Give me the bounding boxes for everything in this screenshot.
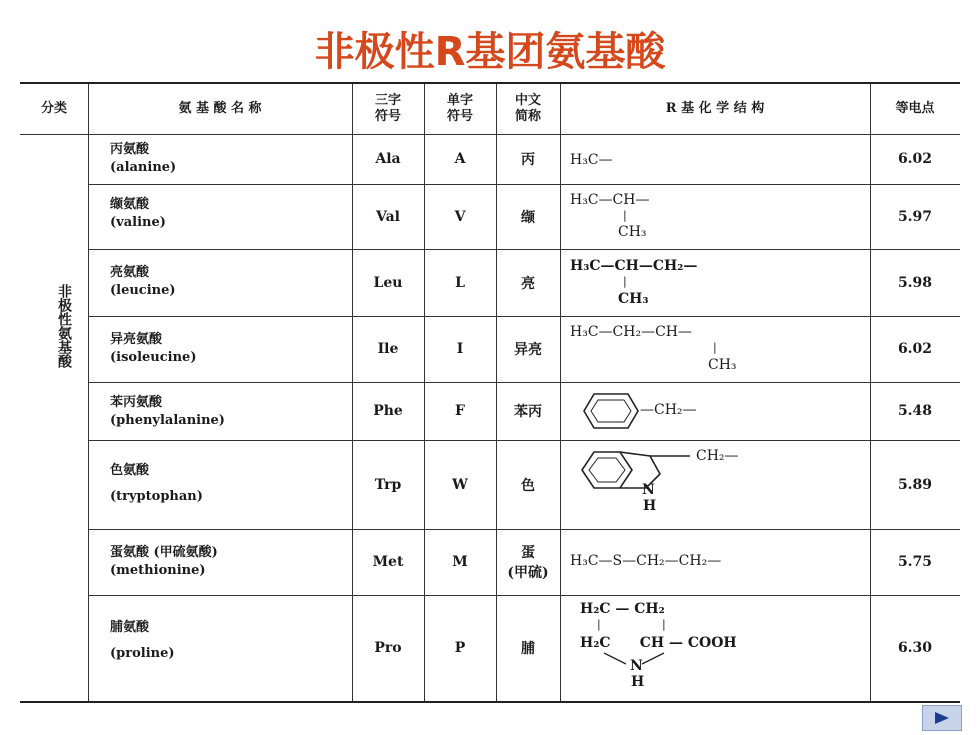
structure-formula: H₃C— [570, 152, 613, 168]
isoelectric-point: 6.02 [897, 341, 933, 357]
header-cn-line1: 中文 [514, 93, 541, 108]
isoelectric-point: 6.30 [897, 640, 933, 656]
chinese-abbr: 缬 [521, 209, 535, 226]
amino-acid-table [20, 82, 960, 703]
header-structure: R 基 化 学 结 构 [665, 101, 765, 116]
header-cn-line2: 简称 [514, 109, 541, 124]
structure-formula: H₃C—CH—CH₂— [570, 258, 698, 274]
three-letter-code: Met [372, 554, 404, 570]
page-title: 非极性R基团氨基酸 [314, 29, 666, 75]
bond-line: | [597, 618, 601, 631]
chinese-abbr [496, 529, 560, 595]
header-name: 氨 基 酸 名 称 [178, 101, 262, 116]
chinese-abbr-line1: 蛋 [521, 545, 535, 561]
isoelectric-point: 5.98 [897, 274, 933, 291]
structure-branch: CH₃ [708, 357, 737, 373]
table-row [110, 462, 203, 506]
indole-n: N [642, 482, 655, 498]
amino-acid-cn-name: 丙氨酸 [110, 142, 150, 157]
one-letter-code: W [452, 476, 468, 493]
amino-acid-cn-name: 亮氨酸 [110, 265, 150, 280]
amino-acid-cn-name: 脯氨酸 [110, 620, 150, 635]
amino-acid-en-name: (methionine) [110, 563, 206, 578]
three-letter-code: Ala [375, 151, 401, 167]
header-one-line2: 符号 [446, 109, 473, 124]
three-letter-code: Val [376, 208, 400, 225]
amino-acid-cn-name: 苯丙氨酸 [110, 395, 163, 410]
three-letter-code: Leu [373, 274, 403, 291]
chinese-abbr-line2: (甲硫) [507, 565, 549, 581]
category-label: 非极性氨基酸 [56, 284, 72, 368]
amino-acid-cn-name: 缬氨酸 [110, 197, 150, 212]
table-row [110, 264, 176, 300]
bond-line: | [623, 275, 627, 288]
structure-side: CH₂— [696, 448, 739, 464]
one-letter-code: V [454, 208, 466, 225]
bond-line: | [662, 618, 666, 631]
indole-h: H [643, 498, 657, 514]
benzene-ring-icon [582, 392, 640, 430]
amino-acid-cn-name: 蛋氨酸 (甲硫氨酸) [110, 545, 218, 560]
table-row [110, 331, 196, 367]
table-row [110, 196, 166, 232]
one-letter-code: L [455, 274, 465, 291]
proline-ring-mid: H₂C CH — COOH [580, 635, 737, 651]
isoelectric-point: 5.48 [897, 403, 933, 419]
header-chinese-abbr [496, 84, 560, 134]
chinese-abbr: 丙 [521, 152, 535, 168]
header-isoelectric-point: 等电点 [895, 101, 935, 116]
chinese-abbr: 色 [521, 477, 535, 494]
structure-formula: —CH₂— [640, 402, 697, 418]
isoelectric-point: 5.97 [897, 208, 933, 225]
table-row [110, 544, 218, 580]
three-letter-code: Phe [373, 403, 403, 419]
table-row [110, 394, 225, 430]
proline-ring-top: H₂C — CH₂ [580, 601, 665, 617]
header-one-line1: 单字 [446, 93, 473, 108]
indole-ring-icon [580, 446, 700, 496]
three-letter-code: Ile [377, 341, 399, 357]
structure-formula: H₃C—CH— [570, 192, 650, 208]
structure-branch: CH₃ [618, 224, 647, 240]
one-letter-code: P [454, 640, 466, 656]
amino-acid-en-name: (phenylalanine) [110, 413, 225, 428]
header-three-line1: 三字 [374, 93, 401, 108]
bond-line: | [623, 209, 627, 222]
header-three-line2: 符号 [374, 109, 401, 124]
chinese-abbr: 亮 [521, 275, 535, 292]
play-triangle-icon [933, 711, 951, 725]
col-divider [88, 84, 89, 701]
chinese-abbr: 异亮 [514, 342, 542, 358]
isoelectric-point: 6.02 [897, 151, 933, 167]
structure-branch: CH₃ [618, 291, 649, 307]
isoelectric-point: 5.89 [897, 476, 933, 493]
header-one-letter [424, 84, 496, 134]
amino-acid-en-name: (isoleucine) [110, 350, 197, 365]
header-category: 分类 [40, 101, 67, 116]
one-letter-code: F [455, 403, 465, 419]
chinese-abbr: 脯 [521, 641, 535, 657]
col-divider [560, 84, 561, 701]
one-letter-code: A [454, 151, 466, 167]
amino-acid-cn-name: 色氨酸 [110, 463, 150, 478]
three-letter-code: Pro [374, 640, 402, 656]
next-slide-button[interactable] [922, 705, 962, 731]
structure-formula: H₃C—S—CH₂—CH₂— [570, 553, 722, 569]
proline-h: H [631, 674, 645, 690]
amino-acid-en-name: (alanine) [110, 160, 177, 175]
structure-formula: H₃C—CH₂—CH— [570, 324, 692, 340]
bond-line: | [713, 341, 717, 354]
three-letter-code: Trp [374, 476, 402, 493]
one-letter-code: M [452, 554, 468, 570]
isoelectric-point: 5.75 [897, 554, 933, 570]
header-three-letter [352, 84, 424, 134]
amino-acid-en-name: (leucine) [110, 283, 176, 298]
proline-n: N [630, 658, 643, 674]
amino-acid-en-name: (valine) [110, 215, 166, 230]
amino-acid-en-name: (tryptophan) [110, 489, 203, 504]
amino-acid-en-name: (proline) [110, 646, 175, 661]
chinese-abbr: 苯丙 [514, 404, 542, 420]
table-row [110, 141, 176, 177]
amino-acid-cn-name: 异亮氨酸 [110, 332, 163, 347]
table-row [110, 619, 175, 663]
one-letter-code: I [456, 341, 464, 357]
